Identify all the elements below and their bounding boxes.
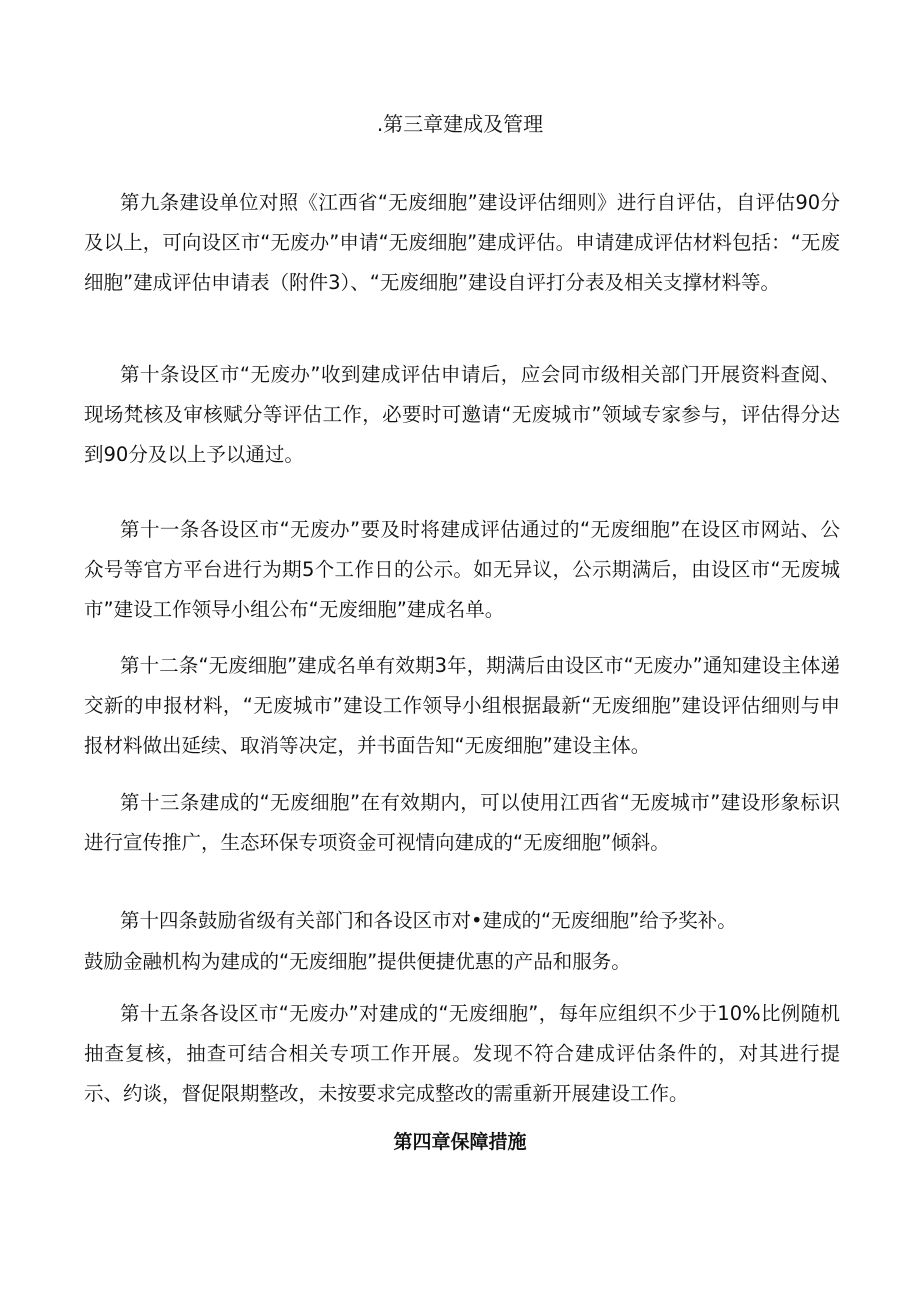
article-14-continuation: 鼓励金融机构为建成的“无废细胞”提供便捷优惠的产品和服务。 <box>84 950 631 973</box>
article-10: 第十条设区市“无废办”收到建成评估申请后，应会同市级相关部门开展资料查阅、现场梵核及审核赋分等评估工作，必要时可邀请“无废城市”领域专家参与，评估得分达到90分及以上予以通过。 <box>84 363 840 466</box>
article-14: 第十四条鼓励省级有关部门和各设区市对•建成的“无废细胞”给予奖补。 <box>120 909 737 932</box>
article-15: 第十五条各设区市“无废办”对建成的“无废细胞”，每年应组织不少于10%比例随机抽查复核，抽查可结合相关专项工作开展。发现不符合建成评估条件的，对其进行提示、约谈，督促限期整改，未按要求完成整改的需重新开展建设工作。 <box>84 1002 840 1105</box>
article-9: 第九条建设单位对照《江西省“无废细胞”建设评估细则》进行自评估，自评估90分及以上，可向设区市“无废办”申请“无废细胞”建成评估。申请建成评估材料包括：“无废细胞”建成评估申请表（附件3）、“无废细胞”建设自评打分表及相关支撑材料等。 <box>84 191 840 294</box>
chapter-4-heading: 第四章保障措施 <box>393 1131 527 1153</box>
article-11: 第十一条各设区市“无废办”要及时将建成评估通过的“无废细胞”在设区市网站、公众号等官方平台进行为期5个工作日的公示。如无异议，公示期满后，由设区市“无废城市”建设工作领导小组公布“无废细胞”建成名单。 <box>84 518 840 621</box>
article-13: 第十三条建成的“无废细胞”在有效期内，可以使用江西省“无废城市”建设形象标识进行宣传推广，生态环保专项资金可视情向建成的“无废细胞”倾斜。 <box>84 791 840 854</box>
chapter-3-heading: .第三章建成及管理 <box>376 112 544 136</box>
article-12: 第十二条“无废细胞”建成名单有效期3年，期满后由设区市“无废办”通知建设主体递交新的申报材料，“无废城市”建设工作领导小组根据最新“无废细胞”建设评估细则与申报材料做出延续、取消等决定，并书面告知“无废细胞”建设主体。 <box>84 654 840 757</box>
